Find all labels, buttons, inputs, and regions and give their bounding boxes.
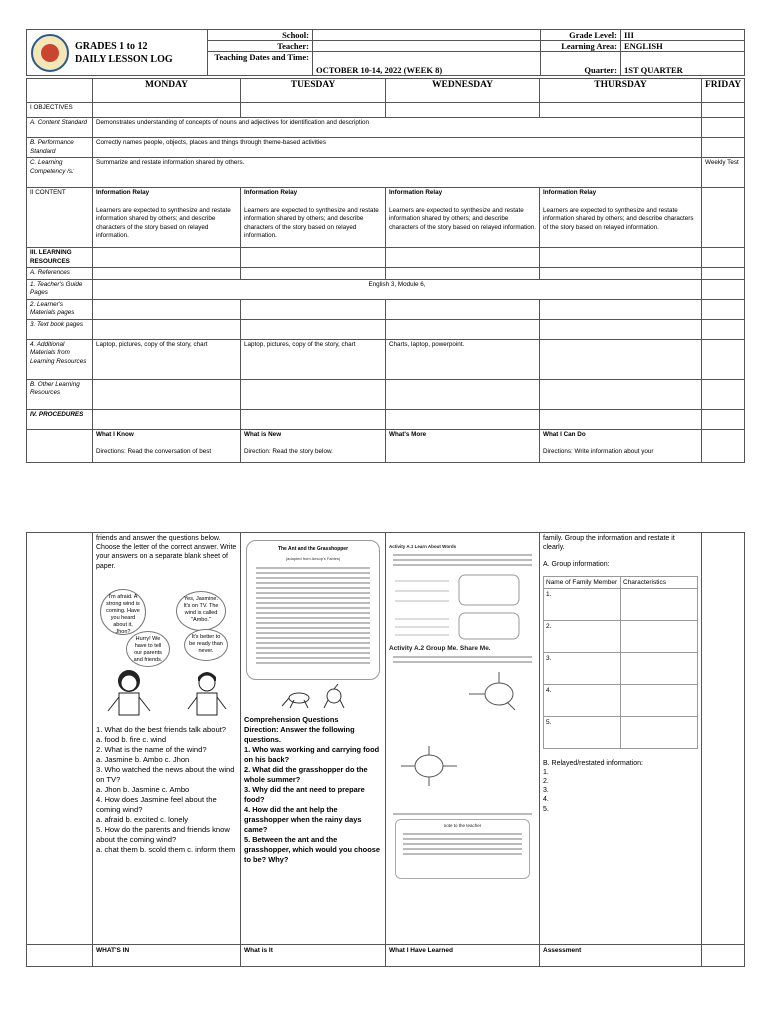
- performance-standard-value: Correctly names people, objects, places and things through theme-based activities: [93, 138, 702, 158]
- content-thursday: Information Relay Learners are expected to synthesize and restate information shared by others; and describe characters of the story based on relayed information.: [540, 188, 702, 248]
- learning-resources-label: III. LEARNING RESOURCES: [27, 248, 93, 268]
- content-standard-label: A. Content Standard: [27, 118, 93, 138]
- boy-illustration-icon: [182, 667, 232, 723]
- activity-a2-title: Activity A.2 Group Me. Share Me.: [389, 645, 491, 652]
- teacher-label: Teacher:: [208, 41, 313, 52]
- thursday-activity: [540, 533, 702, 945]
- references-label: A. References: [27, 268, 93, 280]
- school-label: School:: [208, 30, 313, 41]
- what-i-have-learned-label: What I Have Learned: [386, 945, 540, 967]
- area-value: ENGLISH: [621, 41, 745, 52]
- additional-tuesday: Laptop, pictures, copy of the story, chart: [241, 339, 386, 379]
- procedure-thursday: What I Can Do Directions: Write information about your: [540, 429, 702, 462]
- content-tuesday: Information Relay Learners are expected to synthesize and restate information shared by others; and describe characters of the story based on relayed information.: [241, 188, 386, 248]
- content-monday: Information Relay Learners are expected to synthesize and restate information shared by others; and describe characters of the story based on relayed information.: [93, 188, 241, 248]
- dates-value: OCTOBER 10-14, 2022 (WEEK 8): [313, 52, 541, 76]
- comprehension-questions: 1. Who was working and carrying food on his back? 2. What did the grasshopper do the whole summer? 3. Why did the ant need to prepare food? 4. How did the ant help the grasshopper when the rainy days came? 5. Between the ant and the grasshopper, which would you choose to be? Why?: [244, 745, 380, 864]
- deped-seal-icon: [31, 34, 69, 72]
- content-label: II CONTENT: [27, 188, 93, 248]
- competency-label: C. Learning Competency /s:: [27, 158, 93, 188]
- logo-title-line1: GRADES 1 to 12: [75, 41, 148, 52]
- speech-bubble-3: Hurry! We have to tell our parents and friends.: [126, 631, 170, 667]
- procedure-monday: What I Know Directions: Read the conversation of best: [93, 429, 241, 462]
- area-label: Learning Area:: [541, 41, 621, 52]
- day-wednesday: WEDNESDAY: [386, 79, 540, 103]
- teachers-guide-value: English 3, Module 6,: [93, 279, 702, 299]
- teacher-note: note to the teacher: [443, 823, 482, 828]
- quarter-value: 1ST QUARTER: [621, 52, 745, 76]
- school-value: [313, 30, 541, 41]
- grade-label: Grade Level:: [541, 30, 621, 41]
- header-table: [26, 29, 745, 76]
- quarter-label: Quarter:: [541, 52, 621, 76]
- teacher-note-box: [395, 819, 530, 879]
- story-box: [246, 540, 380, 680]
- monday-intro: friends and answer the questions below. Choose the letter of the correct answer. Write your answers on a separate blank sheet of paper.: [96, 535, 237, 570]
- monday-activity: [93, 533, 241, 945]
- teacher-value: [313, 41, 541, 52]
- story-subtitle: (adapted from Aesop's Fables): [285, 556, 341, 561]
- grasshopper-web-icon: [389, 666, 535, 806]
- day-monday: MONDAY: [93, 79, 241, 103]
- relayed-info-label: B. Relayed/restated information:: [543, 759, 643, 767]
- whats-in-label: WHAT'S IN: [93, 945, 241, 967]
- logo-cell: [27, 30, 208, 76]
- what-is-it-label: What is It: [241, 945, 386, 967]
- procedure-tuesday: What is New Direction: Read the story below.: [241, 429, 386, 462]
- additional-label: 4. Additional Materials from Learning Resources: [27, 339, 93, 379]
- speech-bubble-2: Yes, Jasmine. It's on TV. The wind is called "Ambo.": [176, 591, 226, 631]
- word-matching-icon: [389, 569, 535, 643]
- grade-value: III: [621, 30, 745, 41]
- family-member-table: Name of Family Member Characteristics 1. 2. 3. 4. 5.: [543, 576, 698, 749]
- dates-label: Teaching Dates and Time:: [208, 52, 313, 76]
- thursday-intro: family. Group the information and restate it clearly.: [543, 535, 675, 552]
- monday-questions: 1. What do the best friends talk about? a. food b. fire c. wind 2. What is the name of the wind? a. Jasmine b. Ambo c. Jhon 3. Who watched the news about the wind on TV? a. Jhon b. Jasmine c. Ambo 4. How does Jasmine feel about the coming wind? a. afraid b. excited c. lonely 5. How do the parents and friends know about the coming wind? a. chat them b. scold them c. inform them: [96, 724, 236, 854]
- ant-grasshopper-icon: [244, 684, 380, 712]
- wednesday-activity: [386, 533, 540, 945]
- content-wednesday: Information Relay Learners are expected to synthesize and restate information shared by others; and describe characters of the story based on relayed information.: [386, 188, 540, 248]
- lesson-log-table: [26, 78, 745, 463]
- comprehension-title: Comprehension Questions: [244, 715, 339, 724]
- other-resources-label: B. Other Learning Resources: [27, 379, 93, 409]
- friday-weekly-test: Weekly Test: [702, 158, 745, 188]
- learners-materials-label: 2. Learner's Materials pages: [27, 299, 93, 319]
- additional-monday: Laptop, pictures, copy of the story, chart: [93, 339, 241, 379]
- textbook-label: 3. Text book pages: [27, 319, 93, 339]
- procedure-wednesday: What's More: [386, 429, 540, 462]
- comprehension-direction: Direction: Answer the following questions.: [244, 725, 355, 744]
- additional-wednesday: Charts, laptop, powerpoint.: [386, 339, 540, 379]
- performance-standard-label: B. Performance Standard: [27, 138, 93, 158]
- day-thursday: THURSDAY: [540, 79, 702, 103]
- competency-value: Summarize and restate information shared by others.: [93, 158, 702, 188]
- girl-illustration-icon: [104, 667, 154, 723]
- teachers-guide-label: 1. Teacher's Guide Pages: [27, 279, 93, 299]
- logo-title-line2: DAILY LESSON LOG: [75, 54, 173, 65]
- activity-a1-title: Activity A.1 Learn About Words: [389, 544, 457, 549]
- content-standard-value: Demonstrates understanding of concepts of nouns and adjectives for identification and description: [93, 118, 702, 138]
- speech-bubble-1: I'm afraid. A strong wind is coming. Have you heard about it, Jhon?: [100, 589, 146, 635]
- conversation-illustration: [96, 571, 237, 699]
- day-tuesday: TUESDAY: [241, 79, 386, 103]
- col-family-member: Name of Family Member: [544, 576, 621, 588]
- lesson-log-continuation: [26, 532, 745, 967]
- speech-bubble-4: It's better to be ready than never.: [184, 629, 228, 661]
- group-info-label: A. Group information:: [543, 561, 610, 569]
- assessment-label: Assessment: [540, 945, 702, 967]
- objectives-label: I OBJECTIVES: [27, 103, 93, 118]
- relayed-info-list: 1. 2. 3. 4. 5.: [543, 768, 549, 813]
- story-title: The Ant and the Grasshopper: [277, 546, 349, 552]
- col-characteristics: Characteristics: [621, 576, 698, 588]
- procedures-label: IV. PROCEDURES: [27, 409, 93, 429]
- day-friday: FRIDAY: [702, 79, 745, 103]
- tuesday-activity: [241, 533, 386, 945]
